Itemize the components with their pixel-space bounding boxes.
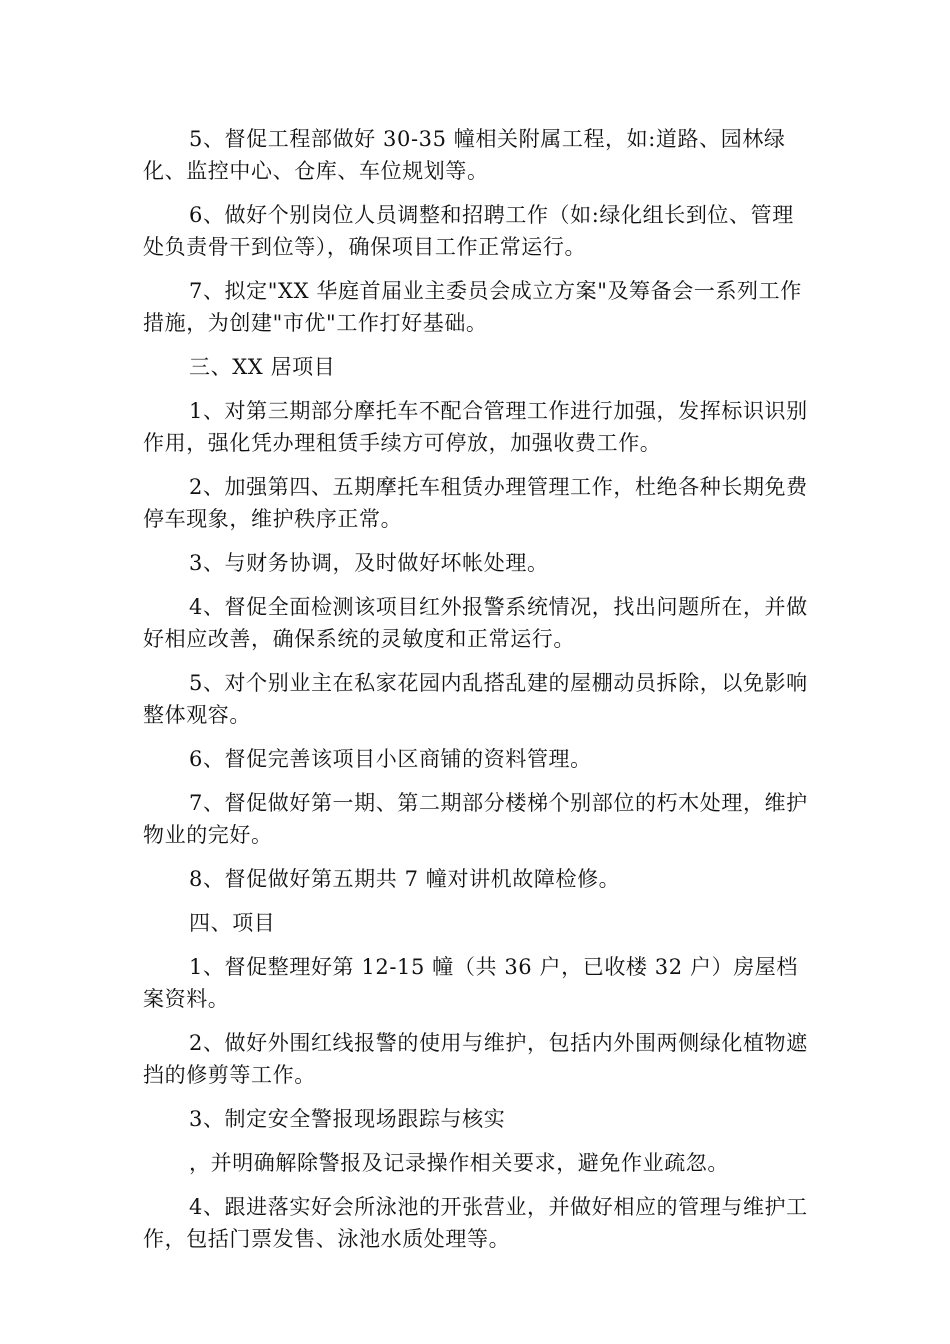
paragraph-item-6-shops: 6、督促完善该项目小区商铺的资料管理。 [189, 747, 592, 771]
section-heading-4: 四、项目 [189, 911, 276, 935]
paragraph-item-2-perimeter: 2、做好外围红线报警的使用与维护，包括内外围两侧绿化植物遮挡的修剪等工作。 [143, 1031, 808, 1087]
paragraph-item-5-garden: 5、对个别业主在私家花园内乱搭乱建的屋棚动员拆除，以免影响整体观容。 [143, 671, 808, 727]
paragraph-item-3-security: 3、制定安全警报现场跟踪与核实 [189, 1107, 506, 1131]
paragraph-item-3-finance: 3、与财务协调，及时做好坏帐处理。 [189, 551, 549, 575]
paragraph-item-5-engineering: 5、督促工程部做好 30-35 幢相关附属工程，如:道路、园林绿化、监控中心、仓库、车位规划等。 [143, 127, 786, 183]
paragraph-item-1-archives: 1、督促整理好第 12-15 幢（共 36 户，已收楼 32 户）房屋档案资料。 [143, 955, 798, 1011]
paragraph-item-2-rental: 2、加强第四、五期摩托车租赁办理管理工作，杜绝各种长期免费停车现象，维护秩序正常。 [143, 475, 808, 531]
section-heading-3: 三、XX 居项目 [189, 355, 336, 379]
document-body [143, 123, 808, 1267]
paragraph-item-8-intercom: 8、督促做好第五期共 7 幢对讲机故障检修。 [189, 867, 621, 891]
paragraph-item-1-motorcycle: 1、对第三期部分摩托车不配合管理工作进行加强，发挥标识识别作用，强化凭办理租赁手续方可停放，加强收费工作。 [143, 399, 808, 455]
paragraph-item-7-committee: 7、拟定"XX 华庭首届业主委员会成立方案"及筹备会一系列工作措施，为创建"市优"工作打好基础。 [143, 279, 802, 335]
paragraph-item-6-staffing: 6、做好个别岗位人员调整和招聘工作（如:绿化组长到位、管理处负责骨干到位等），确保项目工作正常运行。 [143, 203, 794, 259]
paragraph-item-3-continuation: ，并明确解除警报及记录操作相关要求，避免作业疏忽。 [189, 1151, 729, 1175]
paragraph-item-4-alarm: 4、督促全面检测该项目红外报警系统情况，找出问题所在，并做好相应改善，确保系统的灵敏度和正常运行。 [143, 595, 808, 651]
paragraph-item-4-pool: 4、跟进落实好会所泳池的开张营业，并做好相应的管理与维护工作，包括门票发售、泳池水质处理等。 [143, 1195, 808, 1251]
paragraph-item-7-stairs: 7、督促做好第一期、第二期部分楼梯个别部位的朽木处理，维护物业的完好。 [143, 791, 808, 847]
